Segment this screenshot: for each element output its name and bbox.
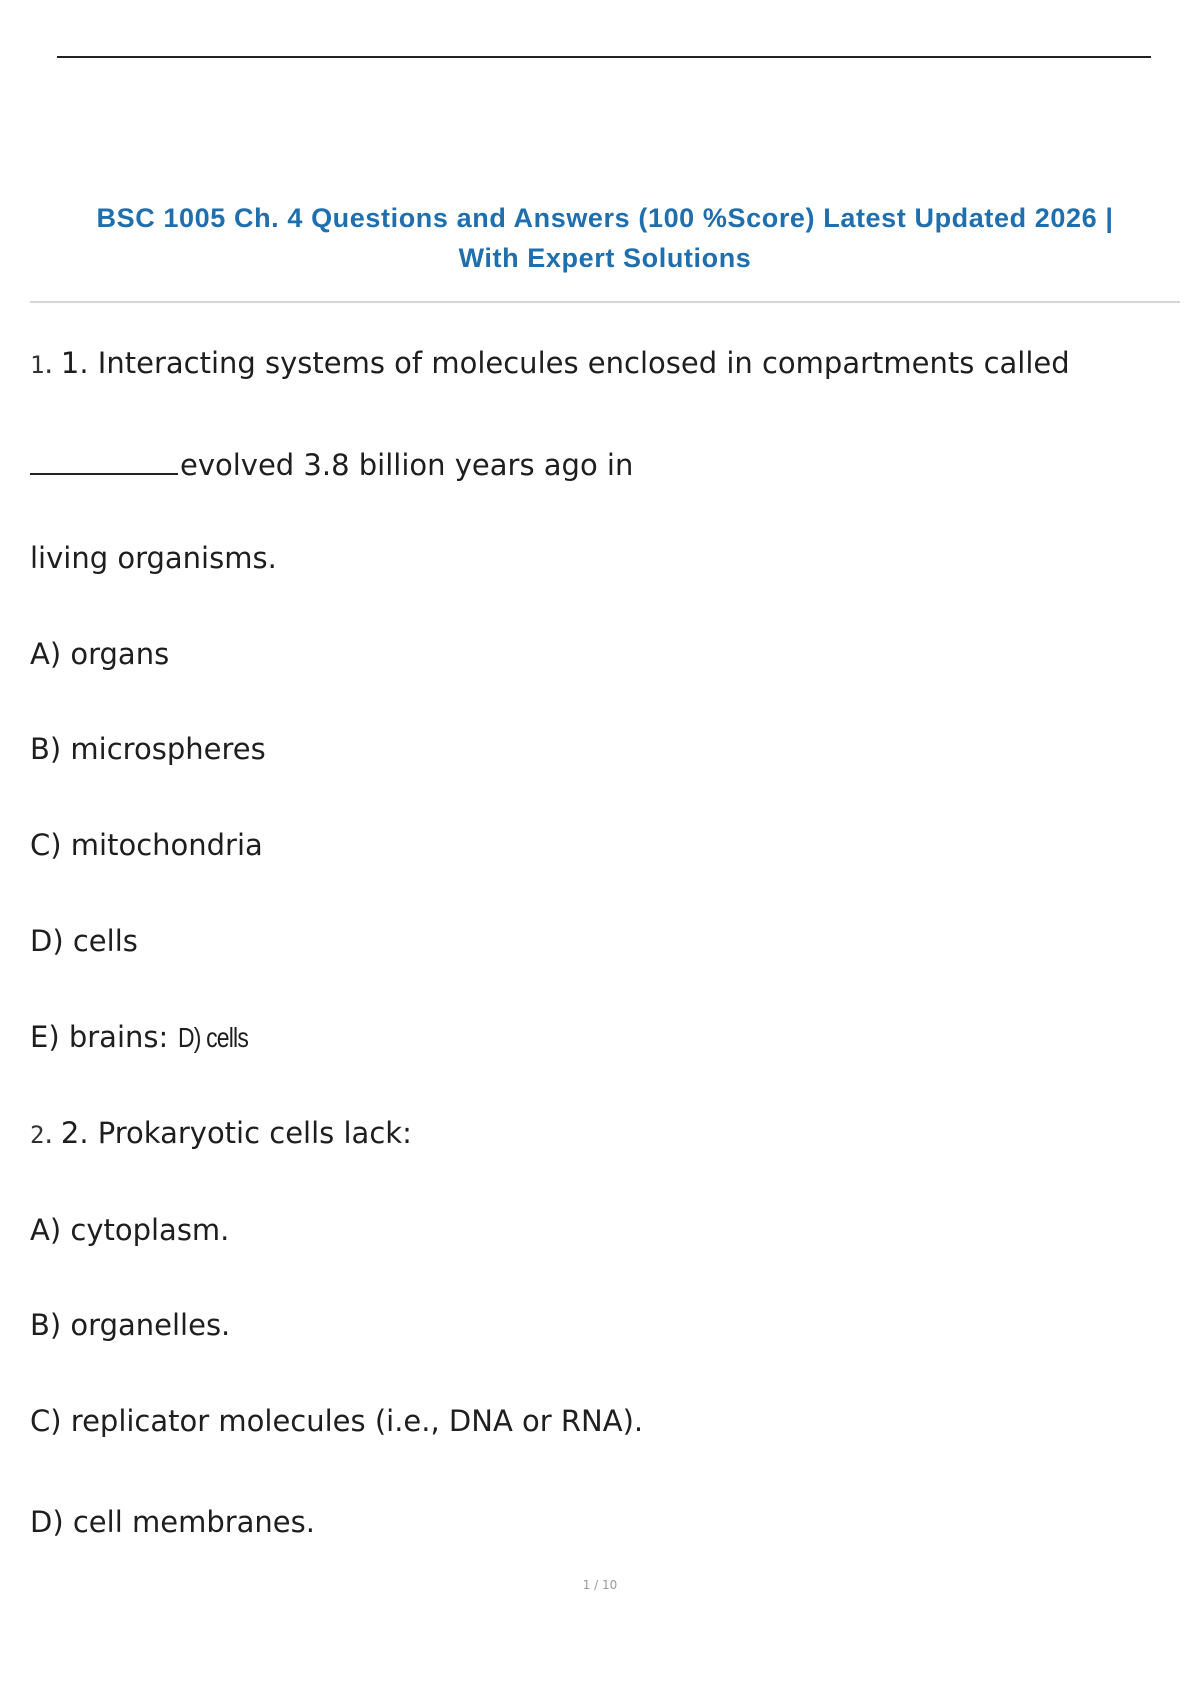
header-rule [57, 56, 1151, 58]
question-2-stem [30, 1115, 412, 1153]
question-1-option-a: A) organs [30, 637, 170, 671]
question-2-text: 2. Prokaryotic cells lack: [60, 1116, 412, 1150]
question-1-text-continued: evolved 3.8 billion years ago in [180, 448, 634, 482]
question-1-stem-line-1 [30, 345, 1070, 383]
question-1-option-d: D) cells [30, 924, 138, 958]
question-1-stem-line-3: living organisms. [30, 541, 277, 575]
page-indicator: 1 / 10 [582, 1578, 618, 1592]
question-1-number: 1. [30, 351, 53, 379]
fill-in-blank [30, 447, 178, 475]
document-title [30, 198, 1180, 278]
question-2-option-a: A) cytoplasm. [30, 1213, 230, 1247]
question-1-option-e-text: E) brains: [30, 1020, 169, 1054]
document-title-line-2: With Expert Solutions [458, 243, 752, 273]
question-2-number: 2. [30, 1121, 53, 1149]
document-title-line-1: BSC 1005 Ch. 4 Questions and Answers (100 %Score) Latest Updated 2026 | [96, 203, 1114, 233]
title-divider [30, 301, 1180, 303]
question-1-answer: D) cells [177, 1022, 248, 1053]
question-1-option-c: C) mitochondria [30, 828, 263, 862]
question-2-option-d: D) cell membranes. [30, 1505, 315, 1539]
question-1-text: 1. Interacting systems of molecules enclosed in compartments called [60, 346, 1070, 380]
question-1-option-e [30, 1019, 263, 1056]
question-2-option-b: B) organelles. [30, 1308, 231, 1342]
question-2-option-c: C) replicator molecules (i.e., DNA or RNA). [30, 1404, 644, 1438]
question-1-option-b: B) microspheres [30, 732, 266, 766]
question-1-stem-line-2 [30, 447, 633, 483]
